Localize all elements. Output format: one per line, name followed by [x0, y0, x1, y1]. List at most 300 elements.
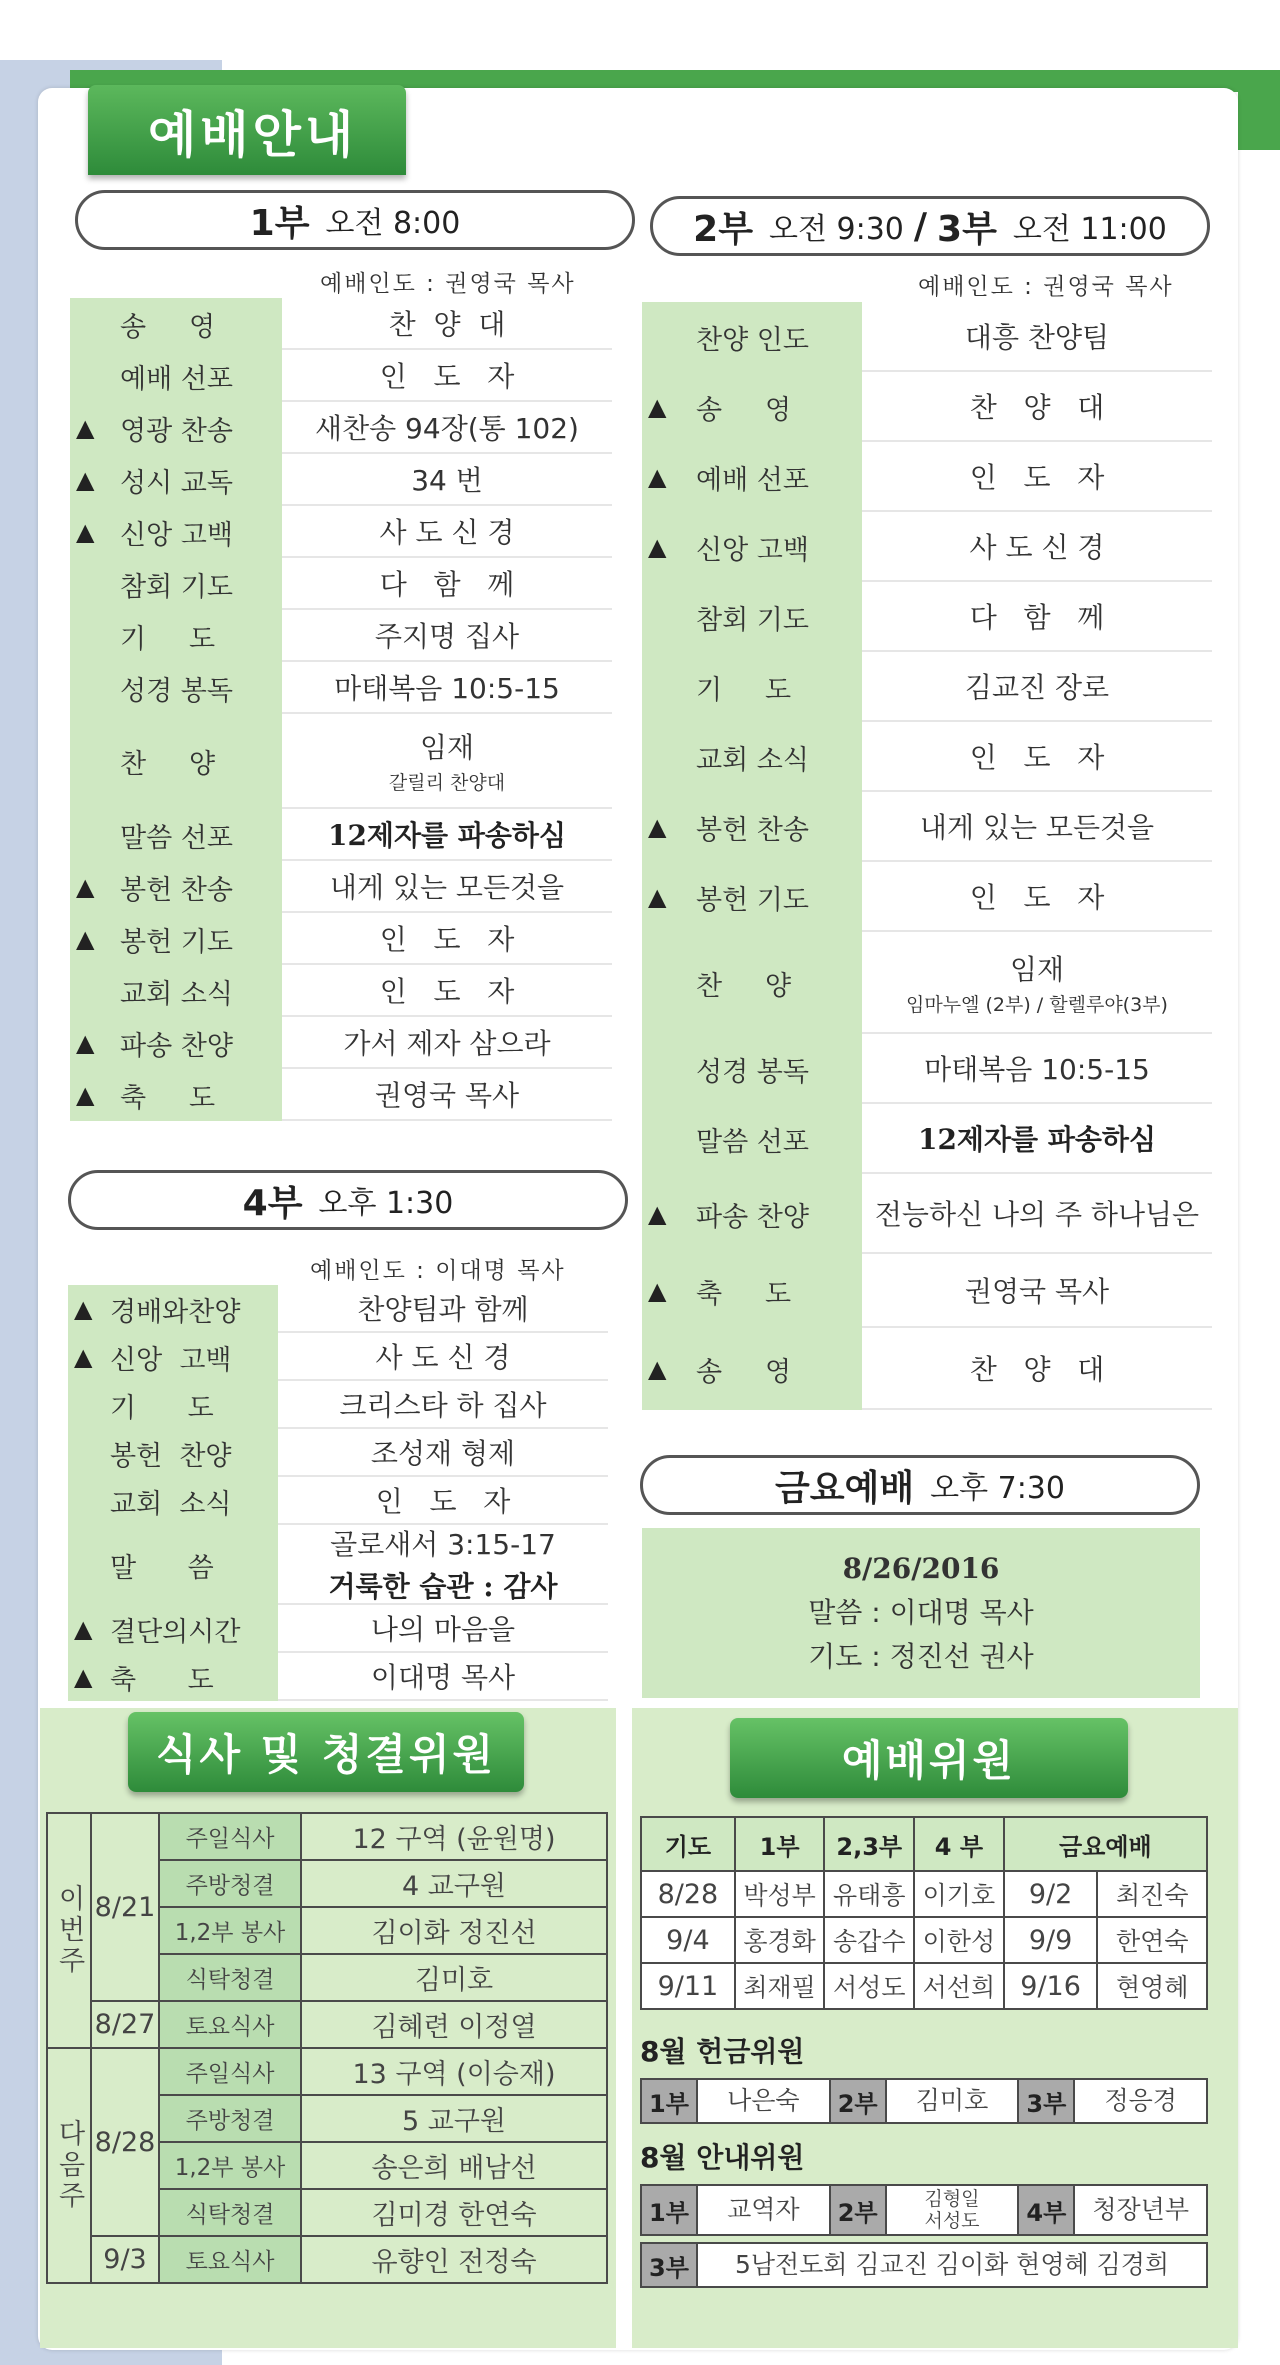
order-row — [70, 714, 612, 809]
order-row — [642, 1034, 1212, 1104]
order-label-cell — [642, 372, 862, 442]
friday-name: 금요예배 — [775, 1467, 915, 1509]
usher-3-box — [640, 2242, 1208, 2288]
friday-time: 오후 7:30 — [930, 1471, 1065, 1506]
usher-name: 교역자 — [698, 2186, 831, 2234]
order-row — [70, 454, 612, 506]
order-label: 예배 선포 — [696, 464, 809, 496]
worship-cell: 현영혜 — [1097, 1963, 1207, 2009]
meal-value: 김미경 한연숙 — [301, 2189, 607, 2236]
worship-cell: 서성도 — [824, 1963, 914, 2009]
order-value-cell — [862, 1174, 1212, 1254]
order-row — [70, 1069, 612, 1121]
next-week-label: 다음주 — [47, 2048, 91, 2283]
worship-cell: 이한성 — [914, 1917, 1004, 1963]
worship-header-row — [641, 1817, 1207, 1871]
worship-cell: 최진숙 — [1097, 1871, 1207, 1917]
order-label: 축 도 — [696, 1278, 792, 1310]
order-value: 새찬송 94장(통 102) — [315, 412, 579, 445]
meal-category: 토요식사 — [159, 2001, 301, 2048]
order-value-cell — [278, 1429, 608, 1477]
order-label-cell — [642, 512, 862, 582]
order-label-cell — [642, 652, 862, 722]
order-label-cell — [642, 1104, 862, 1174]
order-value-cell — [282, 402, 612, 454]
order-value-cell — [282, 610, 612, 662]
order-value: 인 도 자 — [969, 741, 1105, 774]
triangle-icon: ▲ — [76, 518, 95, 546]
service2-time: 오전 9:30 — [769, 212, 904, 247]
order-label: 신앙 고백 — [110, 1344, 232, 1376]
triangle-icon: ▲ — [76, 925, 95, 953]
order-value: 임재 — [1009, 952, 1065, 986]
order-label-cell — [68, 1333, 278, 1381]
order-value: 마태복음 10:5-15 — [924, 1053, 1150, 1086]
order-value-cell — [278, 1525, 608, 1605]
order-label-cell — [70, 913, 282, 965]
committee-divider — [616, 1708, 632, 2348]
order-label: 송 영 — [696, 1356, 792, 1388]
triangle-icon: ▲ — [74, 1663, 93, 1691]
order-value-cell — [282, 506, 612, 558]
service4-part: 4부 — [242, 1182, 303, 1224]
usher-name: 김형일 서성도 — [887, 2186, 1020, 2234]
order-value-cell — [862, 652, 1212, 722]
order-label-cell — [70, 454, 282, 506]
offering-name: 김미호 — [887, 2080, 1020, 2122]
order-row — [642, 792, 1212, 862]
worship-cell: 서선희 — [914, 1963, 1004, 2009]
meal-value: 4 교구원 — [301, 1860, 607, 1907]
order-label-cell — [642, 1174, 862, 1254]
meal-category: 1,2부 봉사 — [159, 2142, 301, 2189]
order-value-cell — [862, 1254, 1212, 1328]
worship-table — [640, 1816, 1208, 2010]
order-label-cell — [70, 1017, 282, 1069]
order-row — [70, 506, 612, 558]
order-value-sub: 임마누엘 (2부) / 할렐루야(3부) — [906, 993, 1168, 1016]
meal-date: 9/3 — [91, 2236, 159, 2283]
offering-box — [640, 2078, 1208, 2124]
order-value-cell — [282, 913, 612, 965]
order-label-cell — [70, 610, 282, 662]
order-label-cell — [68, 1653, 278, 1701]
order-label: 성시 교독 — [120, 467, 233, 499]
order-value: 사 도 신 경 — [375, 1341, 511, 1374]
service4-leader: 예배인도 : 이대명 목사 — [310, 1258, 566, 1284]
order-label-cell — [642, 862, 862, 932]
order-label-cell — [642, 792, 862, 862]
service1-leader: 예배인도 : 권영국 목사 — [320, 271, 576, 297]
order-label-cell — [70, 506, 282, 558]
worship-cell: 한연숙 — [1097, 1917, 1207, 1963]
order-value-cell — [862, 722, 1212, 792]
order-label-cell — [70, 965, 282, 1017]
worship-cell: 9/11 — [641, 1963, 735, 2009]
worship-row — [641, 1963, 1207, 2009]
offering-part: 3부 — [1019, 2080, 1075, 2122]
order-row — [68, 1653, 608, 1701]
meal-category: 토요식사 — [159, 2236, 301, 2283]
order-label: 송 영 — [120, 311, 216, 343]
order-label: 성경 봉독 — [120, 675, 233, 707]
service1-part: 1부 — [249, 202, 310, 244]
order-label: 파송 찬양 — [120, 1030, 233, 1062]
worship-header: 2,3부 — [824, 1817, 914, 1871]
order-row — [70, 350, 612, 402]
order-value: 전능하신 나의 주 하나님은 — [874, 1198, 1200, 1231]
order-value-cell — [282, 454, 612, 506]
order-label-cell — [70, 809, 282, 861]
order-label-cell — [70, 662, 282, 714]
worship-cell: 이기호 — [914, 1871, 1004, 1917]
order-value-cell — [282, 350, 612, 402]
order-row — [642, 1174, 1212, 1254]
this-week-label: 이번주 — [47, 1813, 91, 2048]
order-label: 봉헌 기도 — [120, 926, 233, 958]
order-value: 인 도 자 — [969, 881, 1105, 914]
order-label: 예배 선포 — [120, 363, 233, 395]
order-value: 인 도 자 — [379, 360, 515, 393]
order-value-cell — [862, 792, 1212, 862]
order-value: 대흥 찬양팀 — [964, 321, 1110, 354]
order-value-cell — [282, 1017, 612, 1069]
order-value: 인 도 자 — [379, 975, 515, 1008]
order-row — [70, 402, 612, 454]
order-value-cell — [282, 662, 612, 714]
triangle-icon: ▲ — [76, 873, 95, 901]
order-value: 사 도 신 경 — [379, 516, 515, 549]
service23-header — [650, 196, 1210, 256]
worship-cell: 홍경화 — [735, 1917, 825, 1963]
service-separator: / — [913, 205, 928, 247]
order-label: 참회 기도 — [696, 604, 809, 636]
order-value-cell — [278, 1381, 608, 1429]
order-label: 봉헌 찬송 — [120, 874, 233, 906]
order-row — [70, 662, 612, 714]
order-value-cell — [282, 861, 612, 913]
worship-cell: 송갑수 — [824, 1917, 914, 1963]
order-value: 사 도 신 경 — [969, 531, 1105, 564]
order-value-cell — [862, 372, 1212, 442]
order-value: 가서 제자 삼으라 — [343, 1027, 551, 1060]
triangle-icon: ▲ — [648, 1277, 667, 1305]
order-value: 찬 양 대 — [969, 391, 1105, 424]
order-row — [70, 861, 612, 913]
order-value: 인 도 자 — [969, 461, 1105, 494]
meal-category: 1,2부 봉사 — [159, 1907, 301, 1954]
worship-cell: 9/2 — [1004, 1871, 1098, 1917]
order-label: 말씀 선포 — [696, 1126, 809, 1158]
usher-name: 청장년부 — [1092, 2195, 1189, 2224]
order-value-cell — [278, 1333, 608, 1381]
order-label-cell — [642, 722, 862, 792]
order-value-cell — [862, 302, 1212, 372]
order-row — [642, 582, 1212, 652]
service23-leader: 예배인도 : 권영국 목사 — [918, 274, 1174, 300]
order-value-cell — [282, 809, 612, 861]
service1-header — [75, 190, 635, 250]
service4-header — [68, 1170, 628, 1230]
order-row — [68, 1333, 608, 1381]
order-label-cell — [642, 1254, 862, 1328]
meal-value: 김미호 — [301, 1954, 607, 2001]
order-label: 신앙 고백 — [120, 519, 233, 551]
triangle-icon: ▲ — [648, 393, 667, 421]
friday-date: 8/26/2016 — [842, 1552, 1000, 1585]
order-value-cell — [278, 1285, 608, 1333]
order-row — [70, 809, 612, 861]
service3-part: 3부 — [937, 208, 997, 250]
order-label: 경배와찬양 — [110, 1296, 241, 1328]
order-value: 인 도 자 — [375, 1485, 511, 1518]
order-row — [642, 862, 1212, 932]
order-label: 축 도 — [120, 1082, 216, 1114]
worship-cell: 9/9 — [1004, 1917, 1098, 1963]
worship-cell: 유태흥 — [824, 1871, 914, 1917]
service3-time: 오전 11:00 — [1012, 212, 1167, 247]
triangle-icon: ▲ — [76, 466, 95, 494]
order-label-cell — [642, 1328, 862, 1410]
order-label: 찬 양 — [696, 970, 792, 1002]
meal-value: 5 교구원 — [301, 2095, 607, 2142]
order-value: 김교진 장로 — [964, 671, 1110, 704]
triangle-icon: ▲ — [648, 813, 667, 841]
meal-date: 8/28 — [91, 2048, 159, 2236]
meal-category: 식탁청결 — [159, 2189, 301, 2236]
order-row — [68, 1525, 608, 1605]
meal-value: 13 구역 (이승재) — [301, 2048, 607, 2095]
order-value: 찬양팀과 함께 — [357, 1293, 529, 1326]
order-value-cell — [282, 558, 612, 610]
order-row — [642, 372, 1212, 442]
meal-value: 김혜련 이정열 — [301, 2001, 607, 2048]
triangle-icon: ▲ — [648, 463, 667, 491]
friday-sermon: 말씀 : 이대명 목사 — [808, 1596, 1034, 1629]
order-label: 봉헌 찬송 — [696, 814, 809, 846]
order-value: 12제자를 파송하심 — [327, 819, 567, 852]
order-row — [68, 1605, 608, 1653]
order-row — [68, 1429, 608, 1477]
triangle-icon: ▲ — [74, 1295, 93, 1323]
offering-part: 2부 — [831, 2080, 887, 2122]
order-label: 송 영 — [696, 394, 792, 426]
order-label: 축 도 — [110, 1664, 214, 1696]
friday-header — [640, 1455, 1200, 1515]
meal-category: 식탁청결 — [159, 1954, 301, 2001]
order-value: 12제자를 파송하심 — [917, 1123, 1157, 1156]
order-value: 권영국 목사 — [964, 1275, 1110, 1308]
order-label: 기 도 — [120, 623, 216, 655]
offering-name: 정응경 — [1104, 2086, 1177, 2115]
meal-category: 주일식사 — [159, 1813, 301, 1860]
worship-header: 기도 — [641, 1817, 735, 1871]
order-label: 말 씀 — [110, 1552, 214, 1584]
meal-category: 주방청결 — [159, 1860, 301, 1907]
order-value-cell — [862, 442, 1212, 512]
triangle-icon: ▲ — [648, 883, 667, 911]
meal-row — [47, 2236, 607, 2283]
order-value-cell — [862, 862, 1212, 932]
usher-part: 2부 — [831, 2186, 887, 2234]
worship-cell: 8/28 — [641, 1871, 735, 1917]
order-row — [70, 1017, 612, 1069]
order-row — [642, 302, 1212, 372]
offering-name: 나은숙 — [698, 2080, 831, 2122]
triangle-icon: ▲ — [74, 1343, 93, 1371]
order-value-cell — [282, 1069, 612, 1121]
worship-header: 금요예배 — [1004, 1817, 1207, 1871]
order-row — [642, 1104, 1212, 1174]
page-title: 예배안내 — [148, 106, 358, 164]
order-label: 교회 소식 — [696, 744, 809, 776]
order-value-sub: 갈릴리 찬양대 — [388, 772, 506, 794]
meal-value: 김이화 정진선 — [301, 1907, 607, 1954]
order-value: 권영국 목사 — [374, 1079, 520, 1112]
service4-time: 오후 1:30 — [318, 1186, 454, 1221]
order-label-cell — [70, 402, 282, 454]
order-value: 이대명 목사 — [370, 1661, 516, 1694]
order-label-cell — [70, 1069, 282, 1121]
order-row — [70, 298, 612, 350]
order-value-cell — [278, 1477, 608, 1525]
order-label: 신앙 고백 — [696, 534, 809, 566]
order-value-cell — [278, 1605, 608, 1653]
order-label: 성경 봉독 — [696, 1056, 809, 1088]
worship-cell: 9/4 — [641, 1917, 735, 1963]
order-row — [642, 442, 1212, 512]
offering-part: 1부 — [642, 2080, 698, 2122]
triangle-icon: ▲ — [76, 1081, 95, 1109]
order-label: 봉헌 찬양 — [110, 1440, 232, 1472]
order-value-cell — [862, 1328, 1212, 1410]
order-value-cell — [862, 932, 1212, 1034]
usher-part: 4부 — [1019, 2186, 1075, 2234]
triangle-icon: ▲ — [648, 1355, 667, 1383]
order-label-cell — [68, 1525, 278, 1605]
order-row — [642, 512, 1212, 582]
friday-prayer: 기도 : 정진선 권사 — [808, 1640, 1034, 1673]
order-label-cell — [642, 442, 862, 512]
service1-time: 오전 8:00 — [325, 206, 461, 241]
order-row — [70, 965, 612, 1017]
worship-cell: 박성부 — [735, 1871, 825, 1917]
meal-date: 8/21 — [91, 1813, 159, 2001]
meal-row — [47, 2001, 607, 2048]
order-value: 골로새서 3:15-17 — [330, 1528, 556, 1561]
order-row — [68, 1381, 608, 1429]
order-row — [642, 1254, 1212, 1328]
worship-cell: 최재필 — [735, 1963, 825, 2009]
meal-value: 송은희 배남선 — [301, 2142, 607, 2189]
order-label-cell — [70, 298, 282, 350]
order-value-cell — [862, 512, 1212, 582]
meal-date: 8/27 — [91, 2001, 159, 2048]
service2-part: 2부 — [693, 208, 753, 250]
offering-title: 8월 헌금위원 — [640, 2035, 805, 2068]
triangle-icon: ▲ — [76, 414, 95, 442]
order-row — [642, 652, 1212, 722]
worship-header: 1부 — [735, 1817, 825, 1871]
order-value-cell — [282, 298, 612, 350]
usher-box — [640, 2184, 1208, 2236]
order-value: 주지명 집사 — [374, 620, 520, 653]
worship-row — [641, 1871, 1207, 1917]
order-value-cell — [862, 582, 1212, 652]
order-row — [70, 558, 612, 610]
order-label: 참회 기도 — [120, 571, 233, 603]
order-row — [642, 722, 1212, 792]
right-green-bar — [1238, 70, 1280, 150]
order-value: 내게 있는 모든것을 — [919, 811, 1155, 844]
meal-value: 12 구역 (윤원명) — [301, 1813, 607, 1860]
meal-value: 유향인 전정숙 — [301, 2236, 607, 2283]
order-label-cell — [68, 1285, 278, 1333]
worship-row — [641, 1917, 1207, 1963]
order-value: 다 함 께 — [969, 601, 1105, 634]
order-label-cell — [70, 558, 282, 610]
order-row — [642, 932, 1212, 1034]
usher-3-names: 5남전도회 김교진 김이화 현영혜 김경희 — [734, 2250, 1170, 2279]
order-value-cell — [282, 965, 612, 1017]
order-label: 봉헌 기도 — [696, 884, 809, 916]
worship-title: 예배위원 — [730, 1718, 1128, 1798]
order-value: 조성재 형제 — [370, 1437, 516, 1470]
order-value-cell — [282, 714, 612, 809]
order-value-cell — [862, 1034, 1212, 1104]
order-label: 말씀 선포 — [120, 822, 233, 854]
order-label: 영광 찬송 — [120, 415, 233, 447]
order-value: 인 도 자 — [379, 923, 515, 956]
meal-table — [46, 1812, 608, 2284]
triangle-icon: ▲ — [74, 1615, 93, 1643]
order-value: 내게 있는 모든것을 — [329, 871, 565, 904]
title-tab — [88, 85, 406, 175]
order-label: 결단의시간 — [110, 1616, 241, 1648]
order-label-cell — [68, 1429, 278, 1477]
order-label-cell — [68, 1605, 278, 1653]
order-row — [68, 1285, 608, 1333]
order-value: 찬 양 대 — [969, 1353, 1105, 1386]
meal-category: 주방청결 — [159, 2095, 301, 2142]
order-value: 크리스타 하 집사 — [339, 1389, 547, 1422]
order-label: 기 도 — [110, 1392, 214, 1424]
order-value-cell — [862, 1104, 1212, 1174]
meal-title: 식사 및 청결위원 — [128, 1712, 524, 1792]
order-value: 34 번 — [411, 464, 483, 497]
triangle-icon: ▲ — [648, 1200, 667, 1228]
usher-part: 1부 — [642, 2186, 698, 2234]
order-label-cell — [70, 861, 282, 913]
order-value-sub: 거룩한 습관 : 감사 — [328, 1570, 558, 1603]
order-row — [68, 1477, 608, 1525]
friday-box — [642, 1528, 1200, 1698]
order-label-cell — [68, 1381, 278, 1429]
order-value: 다 함 께 — [379, 568, 515, 601]
meal-row — [47, 1813, 607, 1860]
order-label: 기 도 — [696, 674, 792, 706]
order-row — [70, 913, 612, 965]
order-label: 교회 소식 — [120, 978, 233, 1010]
order-value: 찬 양 대 — [388, 308, 506, 341]
triangle-icon: ▲ — [648, 533, 667, 561]
order-row — [642, 1328, 1212, 1410]
order-label-cell — [642, 1034, 862, 1104]
order-label-cell — [70, 350, 282, 402]
order-label: 파송 찬양 — [696, 1201, 809, 1233]
order-row — [70, 610, 612, 662]
worship-header: 4 부 — [914, 1817, 1004, 1871]
